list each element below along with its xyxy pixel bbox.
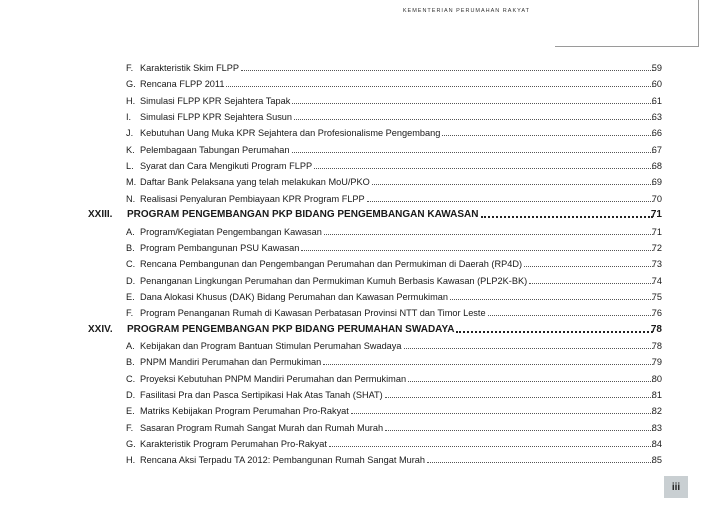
dot-leader [324,234,653,235]
toc-section-row[interactable] [0,205,700,221]
toc-entry-label: XXIII. [88,209,113,221]
toc-entry-row[interactable] [0,352,700,368]
header-title: KEMENTERIAN PERUMAHAN RAKYAT [402,8,530,14]
toc-page-number: 71 [650,209,662,221]
toc-entry-label: A. [126,226,135,237]
toc-entry-row[interactable] [0,385,700,401]
toc-entry-row[interactable] [0,107,700,123]
toc-entry-title-wrap [127,324,655,336]
toc-entry-row[interactable] [0,172,700,188]
toc-page-number: 76 [651,308,662,319]
toc-page-number: 81 [651,390,662,400]
toc-entry-title: Penanganan Lingkungan Perumahan dan Permukiman Kumuh Berbasis Kawasan (PLP2K-BK) [140,275,528,286]
toc-entry-title-wrap [140,454,655,466]
toc-entry-title: Program/Kegiatan Pengembangan Kawasan [140,226,322,237]
dot-leader [404,348,654,349]
toc-entry-row[interactable] [0,156,700,172]
toc-page-number: 74 [651,275,662,286]
dot-leader [292,152,654,153]
toc-entry-title: Simulasi FLPP KPR Sejahtera Tapak [140,95,291,106]
toc-entry-title-wrap [140,95,655,107]
dot-leader [408,381,653,382]
dot-leader [372,184,653,185]
toc-page-number: 69 [651,177,662,188]
toc-page-number: 59 [651,63,662,73]
toc-entry-title: PROGRAM PENGEMBANGAN PKP BIDANG PERUMAHAN SWADAYA [127,323,455,335]
toc-entry-row[interactable] [0,369,700,385]
toc-entry-title: Rencana FLPP 2011 [140,79,225,90]
toc-entry-title: Rencana Aksi Terpadu TA 2012: Pembangunan Rumah Sangat Murah [140,455,426,466]
toc-page-number: 63 [651,112,662,123]
toc-entry-label: D. [126,390,136,400]
dot-leader [292,103,653,104]
toc-entry-title-wrap [140,127,655,139]
toc-entry-title-wrap [140,275,655,287]
toc-entry-title: Rencana Pembangunan dan Pengembangan Perumahan dan Permukiman di Daerah (RP4D) [140,259,523,270]
toc-entry-title-wrap [140,422,655,434]
toc-entry-title-wrap [140,389,655,401]
toc-entry-title-wrap [140,193,655,205]
toc-entry-label: C. [126,259,136,270]
toc-page-number: 70 [651,193,662,204]
toc-entry-label: I. [126,112,132,123]
toc-entry-label: XXIV. [88,323,113,335]
toc-entry-title-wrap [140,176,655,188]
toc-entry-row[interactable] [0,123,700,139]
toc-entry-title-wrap [140,78,655,90]
toc-entry-title: Proyeksi Kebutuhan PNPM Mandiri Perumahan dan Permukiman [140,373,407,384]
toc-entry-label: A. [126,340,135,351]
dot-leader [524,266,653,267]
toc-page-number: 79 [651,357,662,368]
dot-leader [226,86,653,87]
toc-entry-title: Kebutuhan Uang Muka KPR Sejahtera dan Profesionalisme Pengembang [140,128,441,139]
toc-entry-title-wrap [140,226,655,238]
toc-entry-row[interactable] [0,254,700,270]
dot-leader [427,462,653,463]
dot-leader [241,70,653,71]
dot-leader [323,364,653,365]
toc-entry-title: Karakteristik Skim FLPP [140,63,240,73]
header-divider-vertical [698,0,699,46]
toc-entry-title: Kebijakan dan Program Bantuan Stimulan Perumahan Swadaya [140,340,402,351]
toc-entry-title-wrap [140,307,655,319]
toc-entry-title: Fasilitasi Pra dan Pasca Sertipikasi Hak Atas Tanah (SHAT) [140,390,383,400]
toc-page-number: 80 [651,373,662,384]
toc-entry-title-wrap [140,356,655,368]
toc-entry-row[interactable] [0,58,700,74]
toc-entry-title-wrap [140,242,655,254]
dot-leader [529,283,653,284]
toc-section-row[interactable] [0,320,700,336]
toc-entry-label: J. [126,128,134,139]
dot-leader [450,299,653,300]
toc-page-number: 71 [651,226,662,237]
toc-entry-row[interactable] [0,238,700,254]
toc-page-number: 60 [651,79,662,90]
toc-entry-row[interactable] [0,271,700,287]
dot-leader [314,168,653,169]
toc-entry-label: E. [126,406,135,417]
toc-entry-label: L. [126,161,134,172]
toc-page-number: 84 [651,439,662,450]
toc-entry-row[interactable] [0,91,700,107]
toc-entry-row[interactable] [0,287,700,303]
toc-entry-title: Pelembagaan Tabungan Perumahan [140,144,290,155]
toc-entry-title-wrap [140,144,655,156]
toc-entry-title: Program Pembangunan PSU Kawasan [140,242,300,253]
toc-entry-title: Daftar Bank Pelaksana yang telah melakukan MoU/PKO [140,177,370,188]
toc-page-number: 83 [651,422,662,433]
toc-entry-title-wrap [140,438,655,450]
toc-entry-title: Simulasi FLPP KPR Sejahtera Susun [140,112,293,123]
toc-entry-label: K. [126,144,135,155]
dot-leader [329,446,653,447]
toc-entry-title-wrap [140,62,655,74]
toc-entry-title-wrap [140,291,655,303]
toc-entry-title-wrap [140,111,655,123]
toc-entry-title-wrap [127,209,655,221]
toc-entry-row[interactable] [0,336,700,352]
toc-entry-title: PNPM Mandiri Perumahan dan Permukiman [140,357,322,368]
toc-page-number: 72 [651,242,662,253]
toc-entry-title-wrap [140,160,655,172]
toc-page-number: 61 [651,95,662,106]
toc-page-number: 68 [651,161,662,172]
toc-entry-title: Matriks Kebijakan Program Perumahan Pro-Rakyat [140,406,349,417]
toc-entry-title: Sasaran Program Rumah Sangat Murah dan Rumah Murah [140,422,384,433]
toc-entry-title: Realisasi Penyaluran Pembiayaan KPR Program FLPP [140,193,365,204]
toc-page-number: 78 [651,340,662,351]
dot-leader [442,135,653,136]
toc-entry-title: PROGRAM PENGEMBANGAN PKP BIDANG PENGEMBANGAN KAWASAN [127,209,479,221]
toc-entry-title-wrap [140,373,655,385]
toc-page-number: 67 [651,144,662,155]
toc-entry-row[interactable] [0,401,700,417]
toc-entry-title: Karakteristik Program Perumahan Pro-Rakyat [140,439,327,450]
toc-entry-label: D. [126,275,136,286]
toc-entry-row[interactable] [0,74,700,90]
dot-leader [488,315,653,316]
toc-entry-label: F. [126,308,134,319]
toc-entry-title: Dana Alokasi Khusus (DAK) Bidang Perumahan dan Kawasan Permukiman [140,291,448,302]
dot-leader [294,119,653,120]
toc-entry-label: G. [126,439,136,450]
toc-entry-label: G. [126,79,136,90]
toc-page-number: 78 [650,323,662,335]
page-number-badge: iii [664,476,688,498]
toc-entry-label: B. [126,242,135,253]
toc-entry-label: F. [126,422,134,433]
toc-entry-label: B. [126,357,135,368]
toc-page-number: 85 [651,455,662,466]
toc-page-number: 75 [651,291,662,302]
dot-leader [367,201,653,202]
toc-entry-row[interactable] [0,189,700,205]
toc-entry-label: H. [126,95,136,106]
dot-leader [385,397,653,398]
toc-entry-label: E. [126,291,135,302]
toc-entry-label: H. [126,455,136,466]
toc-entry-title-wrap [140,340,655,352]
toc-entry-row[interactable] [0,140,700,156]
toc-entry-label: C. [126,373,136,384]
toc-entry-title-wrap [140,405,655,417]
toc-entry-row[interactable] [0,434,700,450]
toc-entry-label: N. [126,193,136,204]
toc-page-number: 66 [651,128,662,139]
toc-entry-title-wrap [140,258,655,270]
dot-leader [385,430,653,431]
dot-leader [351,413,653,414]
toc-entry-row[interactable] [0,222,700,238]
toc-entry-row[interactable] [0,450,700,466]
toc-entry-row[interactable] [0,418,700,434]
toc-page-number: 73 [651,259,662,270]
toc-entry-title: Program Penanganan Rumah di Kawasan Perbatasan Provinsi NTT dan Timor Leste [140,308,486,319]
toc-entry-label: F. [126,63,134,73]
dot-leader [301,250,653,251]
dot-leader [456,331,653,333]
toc-entry-label: M. [126,177,137,188]
toc-page-number: 82 [651,406,662,417]
toc-entry-title: Syarat dan Cara Mengikuti Program FLPP [140,161,313,172]
dot-leader [481,216,653,218]
toc-entry-row[interactable] [0,303,700,319]
header-divider-horizontal [555,46,699,47]
